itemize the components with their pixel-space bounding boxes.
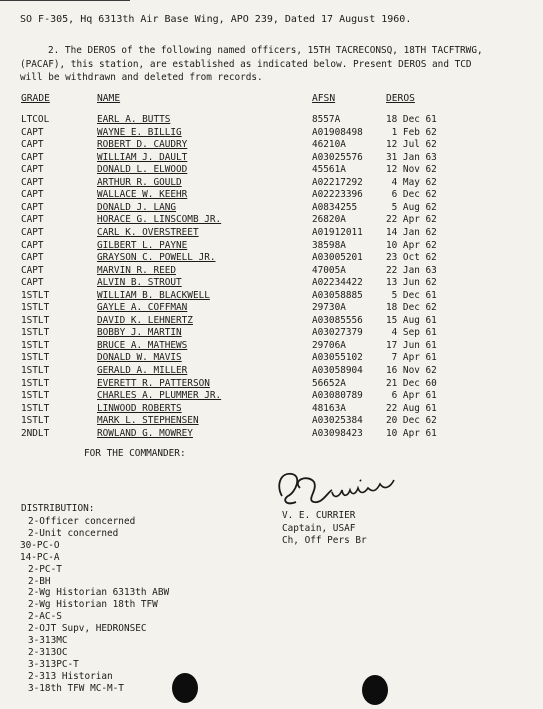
officer-afsn: A02234422 [312,277,363,289]
officer-deros: 4 May 62 [386,176,437,188]
distribution-item: 2-PC-T [28,563,62,575]
officer-afsn: 45561A [312,164,346,176]
paragraph-line-3: will be withdrawn and deleted from records. [20,72,263,83]
officer-name: DAVID K. LEHNERTZ [97,314,193,326]
signature-image [268,466,418,514]
roster-row [0,114,543,127]
officer-afsn: A03025384 [312,415,363,427]
officer-afsn: A03055102 [312,352,363,364]
roster-row [0,252,543,265]
officer-afsn: A02223396 [312,189,363,201]
roster-row [0,164,543,177]
roster-row [0,127,543,140]
distribution-item: 2-AC-S [28,611,62,623]
distribution-item: 2-313OC [28,646,68,658]
officer-grade: 1STLT [21,415,50,427]
officer-grade: CAPT [21,189,44,201]
officer-deros: 14 Jan 62 [386,226,437,238]
officer-name: CHARLES A. PLUMMER JR. [97,390,222,402]
column-header-grade: GRADE [21,93,50,104]
officer-deros: 31 Jan 63 [386,151,437,163]
officer-afsn: 29730A [312,302,346,314]
distribution-item: 2-Unit concerned [28,527,119,539]
signatory-name: V. E. CURRIER [282,510,356,521]
officer-deros: 10 Apr 62 [386,239,437,251]
distribution-heading: DISTRIBUTION: [21,503,95,514]
punch-hole-right [362,675,388,705]
officer-deros: 5 Aug 62 [386,201,437,213]
officer-grade: CAPT [21,151,44,163]
officer-grade: CAPT [21,126,44,138]
officer-afsn: A03005201 [312,252,363,264]
roster-row [0,214,543,227]
officer-deros: 6 Dec 62 [386,189,437,201]
officer-deros: 6 Apr 61 [386,390,437,402]
officer-grade: CAPT [21,176,44,188]
roster-row [0,290,543,303]
officer-name: BRUCE A. MATHEWS [97,339,188,351]
column-header-afsn: AFSN [312,93,336,104]
distribution-item: 2-Wg Historian 18th TFW [28,599,158,611]
officer-name: WAYNE E. BILLIG [97,126,182,138]
officer-afsn: 38598A [312,239,346,251]
officer-afsn: 56652A [312,377,346,389]
distribution-item: 2-313 Historian [28,670,113,682]
officer-afsn: 47005A [312,264,346,276]
distribution-item: 14-PC-A [20,551,60,563]
officer-grade: 1STLT [21,289,50,301]
officer-afsn: A03085556 [312,314,363,326]
officer-afsn: 29706A [312,339,346,351]
officer-name: MARVIN R. REED [97,264,177,276]
officer-afsn: A01912011 [312,226,363,238]
officer-afsn: A0834255 [312,201,358,213]
distribution-item: 2-OJT Supv, HEDRONSEC [28,623,147,635]
officer-grade: CAPT [21,164,44,176]
roster-row [0,415,543,428]
officer-grade: 1STLT [21,352,50,364]
roster-row [0,428,543,441]
officer-grade: LTCOL [21,114,50,125]
officer-afsn: 46210A [312,139,346,151]
officer-grade: 1STLT [21,390,50,402]
roster-row [0,315,543,328]
officer-afsn: 48163A [312,402,346,414]
officer-name: MARK L. STEPHENSEN [97,415,199,427]
officer-name: GAYLE A. COFFMAN [97,302,188,314]
roster-row [0,352,543,365]
officer-name: DONALD W. MAVIS [97,352,182,364]
officer-deros: 5 Dec 61 [386,289,437,301]
officer-deros: 15 Aug 61 [386,314,437,326]
roster-row [0,378,543,391]
officer-name: DONALD J. LANG [97,201,177,213]
officer-grade: 1STLT [21,339,50,351]
officer-deros: 4 Sep 61 [386,327,437,339]
roster-row [0,152,543,165]
signatory-office: Ch, Off Pers Br [282,535,367,546]
roster-row [0,327,543,340]
distribution-item: 2-Wg Historian 6313th ABW [28,587,170,599]
officer-afsn: A03058904 [312,365,363,376]
officer-afsn: A02217292 [312,176,363,188]
officer-deros: 10 Apr 61 [386,427,437,439]
distribution-item: 30-PC-O [20,539,60,551]
officer-deros: 23 Oct 62 [386,252,437,264]
officer-afsn: A03098423 [312,427,363,439]
distribution-item: 2-BH [28,575,51,587]
officer-deros: 12 Jul 62 [386,139,437,151]
roster-row [0,265,543,278]
officer-deros: 7 Apr 61 [386,352,437,364]
officer-name: GERALD A. MILLER [97,365,188,376]
distribution-item: 2-Officer concerned [28,516,136,527]
roster-row [0,340,543,353]
officer-deros: 22 Aug 61 [386,402,437,414]
roster-row [0,277,543,290]
officer-name: WILLIAM B. BLACKWELL [97,289,210,301]
signatory-rank: Captain, USAF [282,522,356,534]
officer-grade: 1STLT [21,402,50,414]
officer-name: ROBERT D. CAUDRY [97,139,188,151]
paragraph-line-1: 2. The DEROS of the following named officers, 15TH TACRECONSQ, 18TH TACFTRWG, [48,45,483,56]
officer-afsn: A01908498 [312,126,363,138]
officer-name: WILLIAM J. DAULT [97,151,188,163]
roster-row [0,302,543,315]
for-the-commander: FOR THE COMMANDER: [84,448,186,459]
roster-row [0,403,543,416]
column-header-name: NAME [97,93,121,104]
officer-grade: CAPT [21,201,44,213]
officer-name: GRAYSON C. POWELL JR. [97,252,216,264]
officer-grade: CAPT [21,214,44,226]
officer-deros: 18 Dec 62 [386,302,437,314]
officer-grade: CAPT [21,139,44,151]
officer-deros: 18 Dec 61 [386,114,437,125]
officer-grade: CAPT [21,252,44,264]
officer-grade: 2NDLT [21,427,50,439]
officer-name: DONALD L. ELWOOD [97,164,188,176]
officer-deros: 21 Dec 60 [386,377,437,389]
officer-name: CARL K. OVERSTREET [97,226,199,238]
officer-deros: 12 Nov 62 [386,164,437,176]
officer-afsn: A03080789 [312,390,363,402]
signature-block [282,510,367,548]
officer-deros: 22 Jan 63 [386,264,437,276]
officer-afsn: 26820A [312,214,346,226]
officer-grade: CAPT [21,239,44,251]
officer-name: ARTHUR R. GOULD [97,176,182,188]
punch-hole-left [172,673,198,703]
officer-name: EARL A. BUTTS [97,114,171,125]
officer-afsn: 8557A [312,114,341,125]
officer-grade: 1STLT [21,314,50,326]
roster-row [0,240,543,253]
officer-deros: 22 Apr 62 [386,214,437,226]
officer-afsn: A03025576 [312,151,363,163]
officer-deros: 1 Feb 62 [386,126,437,138]
officer-name: BOBBY J. MARTIN [97,327,182,339]
roster-row [0,189,543,202]
officer-deros: 17 Jun 61 [386,339,437,351]
roster-row [0,227,543,240]
roster-row [0,365,543,378]
distribution-item: 3-313PC-T [28,658,79,670]
order-header: SO F-305, Hq 6313th Air Base Wing, APO 239, Dated 17 August 1960. [20,14,412,25]
officer-deros: 20 Dec 62 [386,415,437,427]
distribution-item: 3-313MC [28,635,68,647]
distribution-item: 3-18th TFW MC-M-T [28,682,124,694]
officer-name: ROWLAND G. MOWREY [97,427,193,439]
paragraph-line-2: (PACAF), this station, are established as indicated below. Present DEROS and TCD [20,58,472,70]
distribution-list [20,516,170,695]
officer-deros: 13 Jun 62 [386,277,437,289]
officer-afsn: A03027379 [312,327,363,339]
officer-grade: CAPT [21,226,44,238]
officer-grade: 1STLT [21,302,50,314]
signature-line [0,0,130,1]
officer-grade: CAPT [21,264,44,276]
officer-grade: CAPT [21,277,44,289]
officer-grade: 1STLT [21,365,50,376]
roster-row [0,390,543,403]
officer-grade: 1STLT [21,327,50,339]
officer-deros: 16 Nov 62 [386,365,437,376]
deros-paragraph [20,44,530,85]
officer-name: EVERETT R. PATTERSON [97,377,210,389]
officer-name: ALVIN B. STROUT [97,277,182,289]
roster-row [0,177,543,190]
roster-row [0,202,543,215]
officer-name: LINWOOD ROBERTS [97,402,182,414]
officer-afsn: A03058885 [312,289,363,301]
officer-grade: 1STLT [21,377,50,389]
officer-name: GILBERT L. PAYNE [97,239,188,251]
roster-row [0,139,543,152]
officer-name: HORACE G. LINSCOMB JR. [97,214,222,226]
column-header-deros: DEROS [386,93,415,104]
officer-name: WALLACE W. KEEHR [97,189,188,201]
